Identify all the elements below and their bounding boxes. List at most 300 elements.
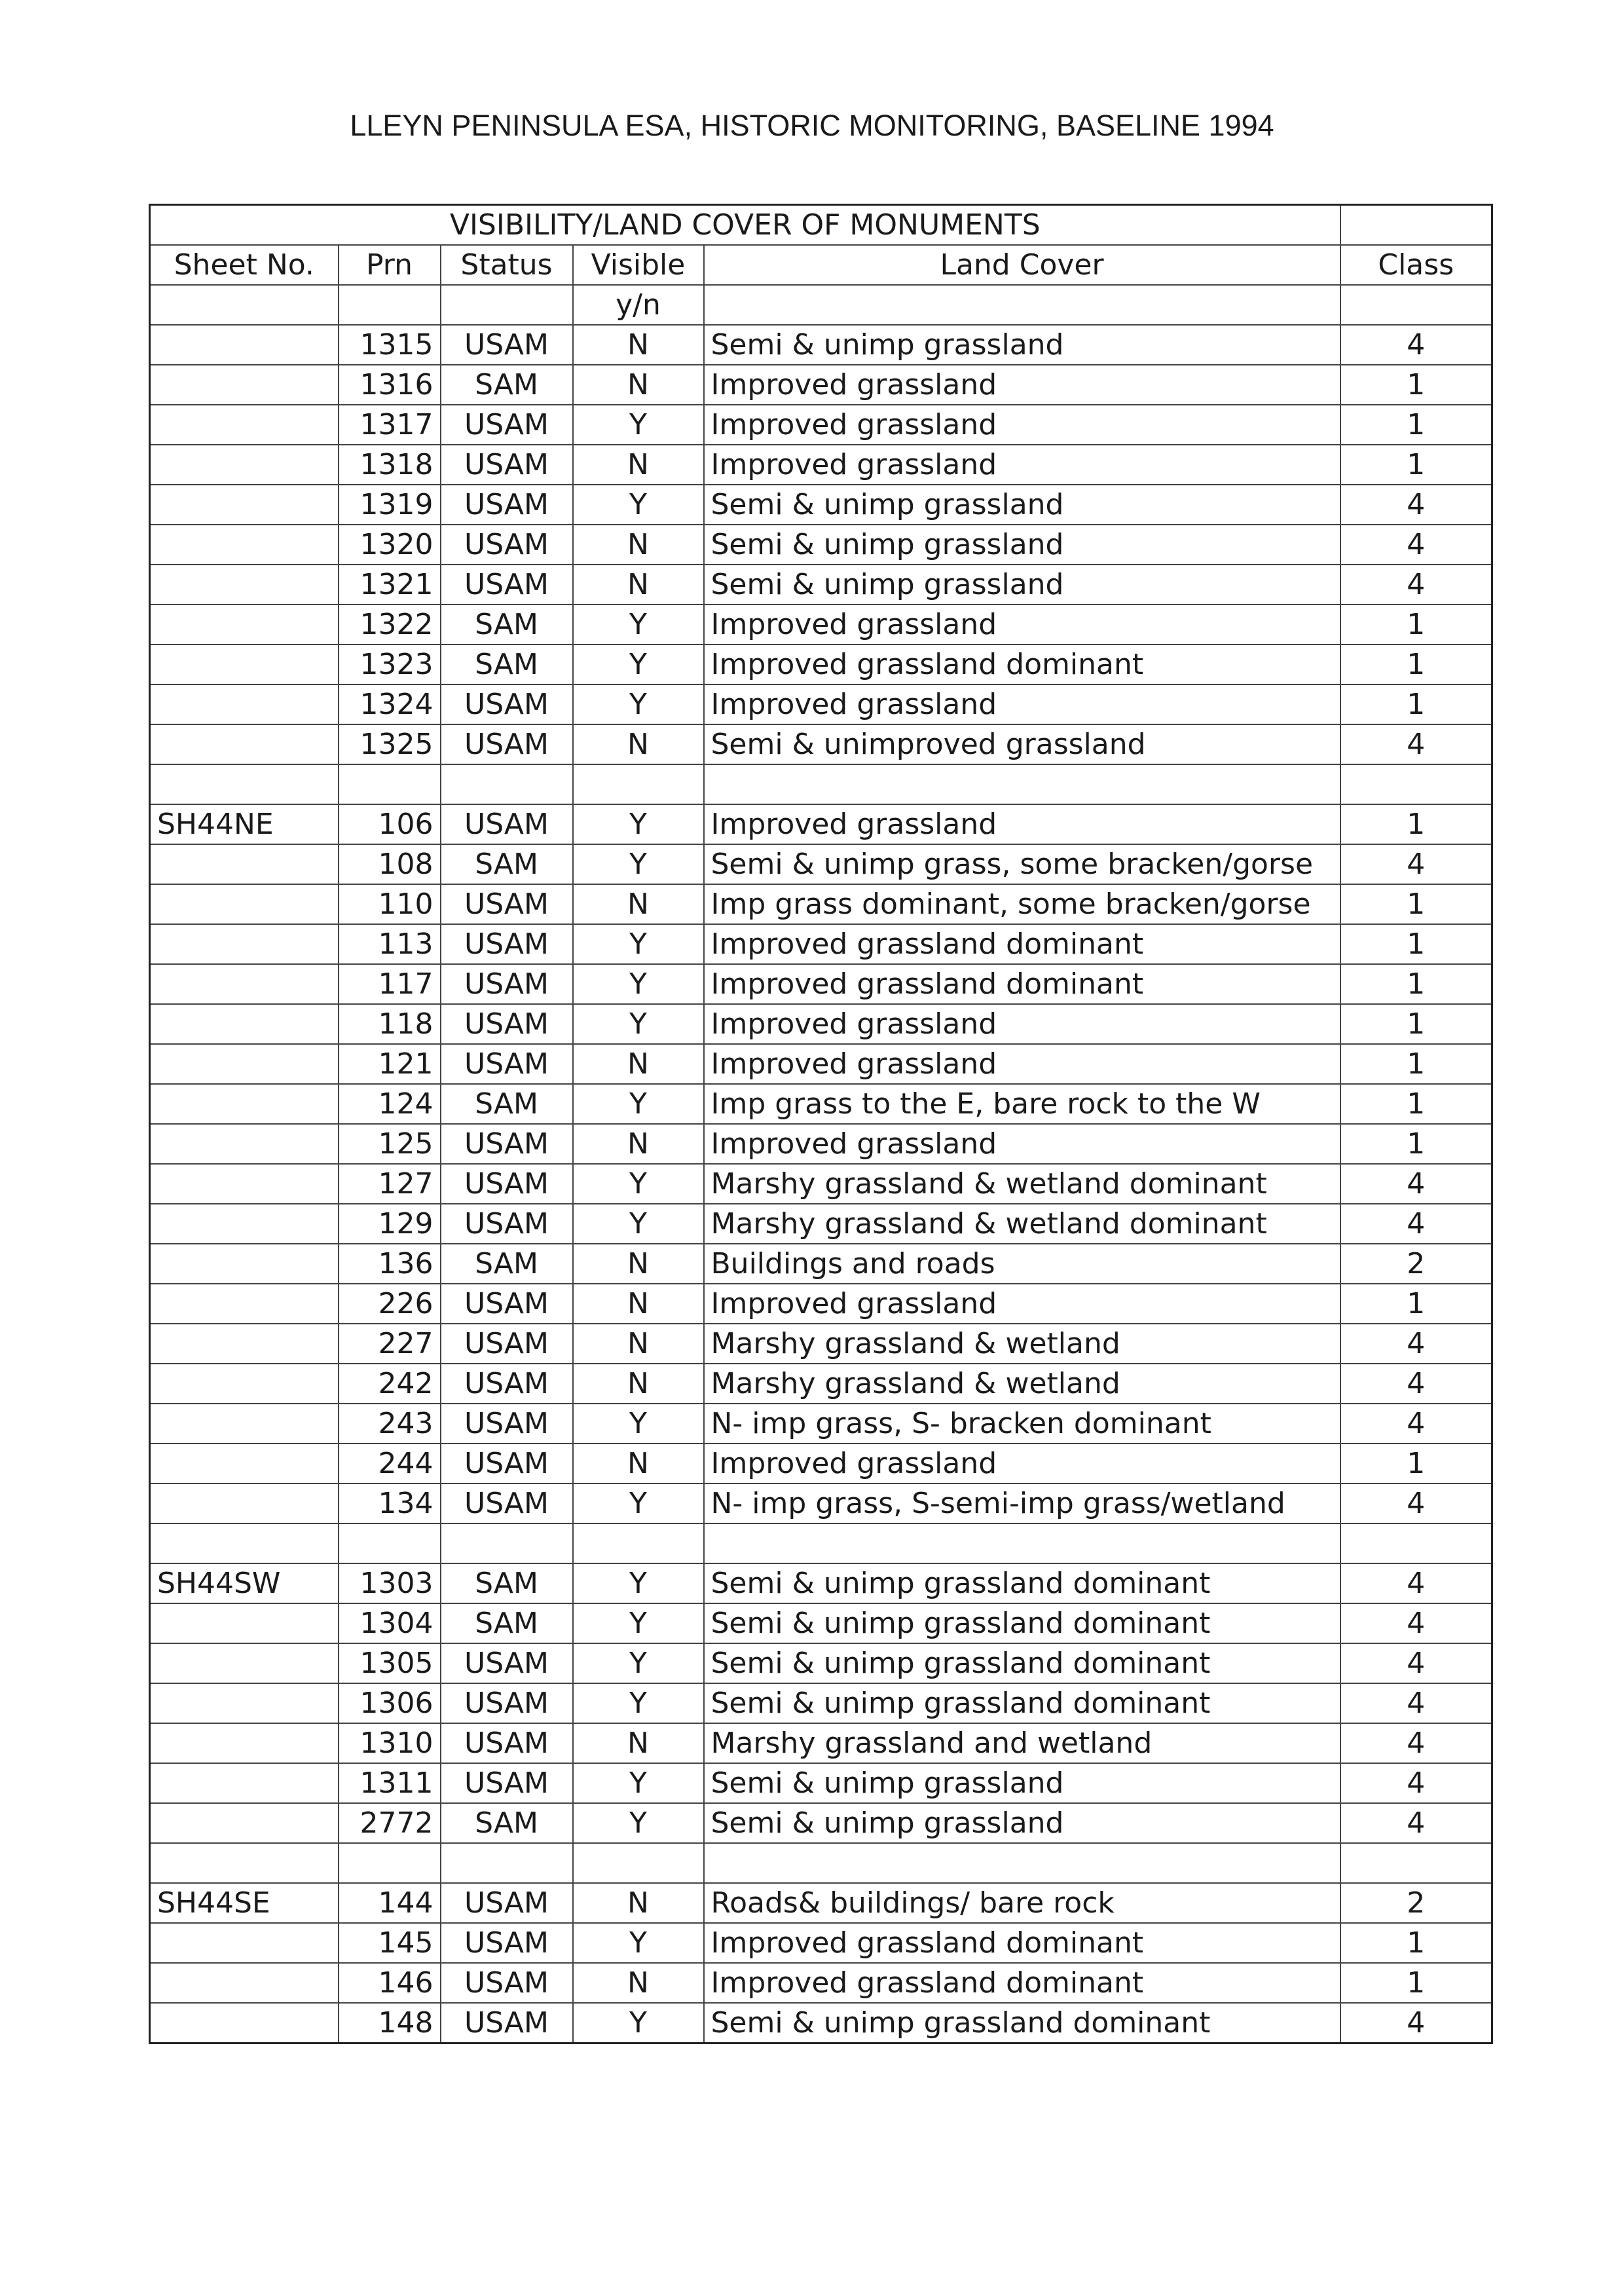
land-cover-cell: Imp grass to the E, bare rock to the W <box>704 1084 1340 1124</box>
class-cell: 1 <box>1340 1084 1492 1124</box>
prn-cell: 1304 <box>339 1603 441 1643</box>
table-row <box>150 405 1492 445</box>
visible-cell: Y <box>573 1004 704 1044</box>
sheet-no-cell <box>150 1044 339 1084</box>
header-sub-empty <box>441 285 573 325</box>
land-cover-cell: Improved grassland dominant <box>704 644 1340 684</box>
header-sub-empty <box>339 285 441 325</box>
prn-cell: 1322 <box>339 605 441 644</box>
table-row <box>150 1923 1492 1963</box>
status-cell: USAM <box>441 525 573 565</box>
prn-cell: 1306 <box>339 1683 441 1723</box>
visible-cell: N <box>573 1124 704 1164</box>
status-cell: USAM <box>441 1923 573 1963</box>
visible-cell: Y <box>573 405 704 445</box>
land-cover-cell <box>704 764 1340 804</box>
visible-cell: N <box>573 1244 704 1284</box>
land-cover-cell: Semi & unimp grassland <box>704 565 1340 605</box>
sheet-no-cell <box>150 1404 339 1444</box>
header-sub-empty <box>150 285 339 325</box>
monuments-table-container <box>149 204 1491 2044</box>
visible-cell: N <box>573 365 704 405</box>
table-row <box>150 644 1492 684</box>
land-cover-cell: Improved grassland <box>704 605 1340 644</box>
sheet-no-cell <box>150 525 339 565</box>
land-cover-cell: Improved grassland <box>704 445 1340 485</box>
land-cover-cell: Semi & unimp grassland <box>704 325 1340 365</box>
table-row <box>150 1483 1492 1523</box>
class-cell: 1 <box>1340 1284 1492 1324</box>
status-cell: SAM <box>441 1803 573 1843</box>
class-cell: 2 <box>1340 1883 1492 1923</box>
land-cover-cell: Imp grass dominant, some bracken/gorse <box>704 884 1340 924</box>
prn-cell: 113 <box>339 924 441 964</box>
table-row <box>150 1404 1492 1444</box>
sheet-no-cell <box>150 1284 339 1324</box>
table-row <box>150 365 1492 405</box>
visible-cell: N <box>573 1324 704 1364</box>
prn-cell: 1317 <box>339 405 441 445</box>
table-row <box>150 804 1492 844</box>
land-cover-cell: Improved grassland dominant <box>704 964 1340 1004</box>
land-cover-cell: Marshy grassland & wetland dominant <box>704 1204 1340 1244</box>
table-row <box>150 1044 1492 1084</box>
visible-cell: Y <box>573 2003 704 2043</box>
sheet-no-cell <box>150 2003 339 2043</box>
table-row <box>150 1204 1492 1244</box>
sheet-no-cell <box>150 724 339 764</box>
land-cover-cell: Roads& buildings/ bare rock <box>704 1883 1340 1923</box>
class-cell <box>1340 1523 1492 1563</box>
visible-cell: N <box>573 525 704 565</box>
prn-cell: 146 <box>339 1963 441 2003</box>
visible-cell: Y <box>573 964 704 1004</box>
land-cover-cell: Improved grassland <box>704 1284 1340 1324</box>
class-cell: 4 <box>1340 1643 1492 1683</box>
land-cover-cell: Improved grassland <box>704 1044 1340 1084</box>
visible-cell: Y <box>573 844 704 884</box>
class-cell: 1 <box>1340 644 1492 684</box>
land-cover-cell: Improved grassland <box>704 804 1340 844</box>
status-cell: USAM <box>441 964 573 1004</box>
class-cell: 1 <box>1340 964 1492 1004</box>
visible-cell: N <box>573 325 704 365</box>
visible-cell: Y <box>573 1204 704 1244</box>
prn-cell <box>339 764 441 804</box>
monuments-table <box>149 204 1493 2044</box>
land-cover-cell: Semi & unimp grassland <box>704 485 1340 525</box>
land-cover-cell: Marshy grassland and wetland <box>704 1723 1340 1763</box>
sheet-no-cell <box>150 405 339 445</box>
header-sheet-no: Sheet No. <box>150 245 339 285</box>
prn-cell: 144 <box>339 1883 441 1923</box>
class-cell: 2 <box>1340 1244 1492 1284</box>
land-cover-cell: N- imp grass, S- bracken dominant <box>704 1404 1340 1444</box>
class-cell: 4 <box>1340 325 1492 365</box>
sheet-no-cell <box>150 1803 339 1843</box>
status-cell: USAM <box>441 1643 573 1683</box>
visible-cell: Y <box>573 924 704 964</box>
header-visible-sub: y/n <box>573 285 704 325</box>
class-cell: 4 <box>1340 1404 1492 1444</box>
sheet-no-cell <box>150 1004 339 1044</box>
land-cover-cell: Marshy grassland & wetland dominant <box>704 1164 1340 1204</box>
status-cell: USAM <box>441 1444 573 1483</box>
class-cell: 4 <box>1340 724 1492 764</box>
status-cell: USAM <box>441 924 573 964</box>
land-cover-cell: Buildings and roads <box>704 1244 1340 1284</box>
sheet-no-cell <box>150 1324 339 1364</box>
header-status: Status <box>441 245 573 285</box>
prn-cell: 118 <box>339 1004 441 1044</box>
header-class: Class <box>1340 245 1492 285</box>
prn-cell: 129 <box>339 1204 441 1244</box>
land-cover-cell: Semi & unimp grassland <box>704 1803 1340 1843</box>
status-cell: USAM <box>441 884 573 924</box>
prn-cell: 1321 <box>339 565 441 605</box>
prn-cell: 136 <box>339 1244 441 1284</box>
sheet-no-cell <box>150 1963 339 2003</box>
table-row <box>150 485 1492 525</box>
table-row <box>150 924 1492 964</box>
visible-cell: Y <box>573 644 704 684</box>
class-cell: 4 <box>1340 1723 1492 1763</box>
visible-cell: N <box>573 1444 704 1483</box>
status-cell: USAM <box>441 1723 573 1763</box>
class-cell: 1 <box>1340 405 1492 445</box>
status-cell: USAM <box>441 565 573 605</box>
land-cover-cell: Improved grassland <box>704 1444 1340 1483</box>
sheet-no-cell <box>150 365 339 405</box>
prn-cell: 148 <box>339 2003 441 2043</box>
class-cell: 1 <box>1340 445 1492 485</box>
table-row <box>150 1324 1492 1364</box>
sheet-no-cell <box>150 1723 339 1763</box>
visible-cell: Y <box>573 1763 704 1803</box>
class-cell: 1 <box>1340 924 1492 964</box>
sheet-no-cell <box>150 764 339 804</box>
visible-cell: Y <box>573 1483 704 1523</box>
prn-cell <box>339 1843 441 1883</box>
table-row <box>150 1563 1492 1603</box>
class-cell: 4 <box>1340 844 1492 884</box>
table-row <box>150 1444 1492 1483</box>
visible-cell: N <box>573 445 704 485</box>
land-cover-cell: Improved grassland dominant <box>704 1923 1340 1963</box>
table-row <box>150 1723 1492 1763</box>
table-row <box>150 525 1492 565</box>
status-cell: USAM <box>441 1284 573 1324</box>
table-row <box>150 844 1492 884</box>
class-cell: 4 <box>1340 1763 1492 1803</box>
sheet-no-cell <box>150 924 339 964</box>
status-cell: USAM <box>441 1004 573 1044</box>
land-cover-cell: N- imp grass, S-semi-imp grass/wetland <box>704 1483 1340 1523</box>
land-cover-cell: Semi & unimp grassland dominant <box>704 1683 1340 1723</box>
class-cell: 1 <box>1340 1963 1492 2003</box>
table-row <box>150 964 1492 1004</box>
visible-cell: Y <box>573 1803 704 1843</box>
status-cell: USAM <box>441 1404 573 1444</box>
status-cell: USAM <box>441 1883 573 1923</box>
status-cell: SAM <box>441 1563 573 1603</box>
land-cover-cell: Semi & unimproved grassland <box>704 724 1340 764</box>
class-cell: 4 <box>1340 565 1492 605</box>
prn-cell: 243 <box>339 1404 441 1444</box>
land-cover-cell: Semi & unimp grassland dominant <box>704 1643 1340 1683</box>
land-cover-cell: Marshy grassland & wetland <box>704 1324 1340 1364</box>
visible-cell: N <box>573 724 704 764</box>
table-row <box>150 1364 1492 1404</box>
land-cover-cell: Semi & unimp grassland dominant <box>704 2003 1340 2043</box>
prn-cell: 121 <box>339 1044 441 1084</box>
visible-cell: Y <box>573 1643 704 1683</box>
table-row <box>150 1084 1492 1124</box>
visible-cell: Y <box>573 485 704 525</box>
status-cell: USAM <box>441 804 573 844</box>
status-cell: USAM <box>441 2003 573 2043</box>
status-cell: USAM <box>441 1483 573 1523</box>
page-title: LLEYN PENINSULA ESA, HISTORIC MONITORING, BASELINE 1994 <box>350 109 1274 142</box>
sheet-no-cell: SH44NE <box>150 804 339 844</box>
status-cell: USAM <box>441 1324 573 1364</box>
visible-cell: N <box>573 884 704 924</box>
visible-cell: Y <box>573 1683 704 1723</box>
land-cover-cell: Semi & unimp grass, some bracken/gorse <box>704 844 1340 884</box>
status-cell: USAM <box>441 325 573 365</box>
table-row <box>150 724 1492 764</box>
prn-cell: 1320 <box>339 525 441 565</box>
land-cover-cell: Improved grassland dominant <box>704 1963 1340 2003</box>
land-cover-cell: Improved grassland <box>704 684 1340 724</box>
caption-row <box>150 205 1492 246</box>
sheet-no-cell <box>150 1204 339 1244</box>
class-cell: 1 <box>1340 1124 1492 1164</box>
sheet-no-cell: SH44SE <box>150 1883 339 1923</box>
sheet-no-cell <box>150 1603 339 1643</box>
class-cell: 4 <box>1340 1483 1492 1523</box>
status-cell <box>441 1843 573 1883</box>
sheet-no-cell <box>150 1483 339 1523</box>
prn-cell: 226 <box>339 1284 441 1324</box>
prn-cell: 2772 <box>339 1803 441 1843</box>
class-cell: 4 <box>1340 1803 1492 1843</box>
sheet-no-cell <box>150 844 339 884</box>
prn-cell: 1303 <box>339 1563 441 1603</box>
sheet-no-cell <box>150 445 339 485</box>
status-cell: SAM <box>441 1244 573 1284</box>
class-cell: 4 <box>1340 1603 1492 1643</box>
status-cell: USAM <box>441 724 573 764</box>
sheet-no-cell <box>150 644 339 684</box>
header-prn: Prn <box>339 245 441 285</box>
prn-cell: 1318 <box>339 445 441 485</box>
class-cell: 4 <box>1340 525 1492 565</box>
sheet-no-cell <box>150 1084 339 1124</box>
sheet-no-cell: SH44SW <box>150 1563 339 1603</box>
land-cover-cell <box>704 1523 1340 1563</box>
class-cell: 4 <box>1340 1563 1492 1603</box>
visible-cell: N <box>573 1364 704 1404</box>
visible-cell: N <box>573 1723 704 1763</box>
prn-cell: 1324 <box>339 684 441 724</box>
prn-cell: 110 <box>339 884 441 924</box>
sheet-no-cell <box>150 1763 339 1803</box>
visible-cell: N <box>573 565 704 605</box>
class-cell: 1 <box>1340 1923 1492 1963</box>
status-cell: SAM <box>441 1084 573 1124</box>
prn-cell: 108 <box>339 844 441 884</box>
table-row <box>150 1763 1492 1803</box>
prn-cell: 244 <box>339 1444 441 1483</box>
header-land-cover: Land Cover <box>704 245 1340 285</box>
status-cell: SAM <box>441 644 573 684</box>
visible-cell: N <box>573 1963 704 2003</box>
header-sub-empty <box>1340 285 1492 325</box>
land-cover-cell: Semi & unimp grassland dominant <box>704 1603 1340 1643</box>
table-row <box>150 764 1492 804</box>
status-cell: USAM <box>441 1164 573 1204</box>
caption-spacer-cell <box>1340 205 1492 246</box>
prn-cell: 117 <box>339 964 441 1004</box>
status-cell: SAM <box>441 605 573 644</box>
prn-cell: 145 <box>339 1923 441 1963</box>
class-cell: 4 <box>1340 1364 1492 1404</box>
table-row <box>150 684 1492 724</box>
sheet-no-cell <box>150 1683 339 1723</box>
land-cover-cell: Improved grassland <box>704 1004 1340 1044</box>
table-row <box>150 1124 1492 1164</box>
prn-cell: 124 <box>339 1084 441 1124</box>
table-row <box>150 1603 1492 1643</box>
prn-cell: 1305 <box>339 1643 441 1683</box>
land-cover-cell: Improved grassland dominant <box>704 924 1340 964</box>
class-cell: 4 <box>1340 485 1492 525</box>
status-cell: USAM <box>441 485 573 525</box>
status-cell: USAM <box>441 1204 573 1244</box>
class-cell: 1 <box>1340 1444 1492 1483</box>
table-row <box>150 1883 1492 1923</box>
land-cover-cell: Semi & unimp grassland <box>704 1763 1340 1803</box>
class-cell: 4 <box>1340 1204 1492 1244</box>
table-body <box>150 325 1492 2043</box>
sheet-no-cell <box>150 605 339 644</box>
table-row <box>150 445 1492 485</box>
table-row <box>150 1803 1492 1843</box>
visible-cell: Y <box>573 1164 704 1204</box>
sheet-no-cell <box>150 684 339 724</box>
class-cell: 1 <box>1340 804 1492 844</box>
table-row <box>150 605 1492 644</box>
table-row <box>150 1284 1492 1324</box>
visible-cell: Y <box>573 1923 704 1963</box>
status-cell: USAM <box>441 1124 573 1164</box>
table-row <box>150 565 1492 605</box>
sheet-no-cell <box>150 964 339 1004</box>
visible-cell: Y <box>573 605 704 644</box>
class-cell: 4 <box>1340 1324 1492 1364</box>
status-cell <box>441 764 573 804</box>
header-row <box>150 245 1492 285</box>
table-row <box>150 1004 1492 1044</box>
prn-cell: 227 <box>339 1324 441 1364</box>
table-row <box>150 1683 1492 1723</box>
sheet-no-cell <box>150 1244 339 1284</box>
land-cover-cell: Marshy grassland & wetland <box>704 1364 1340 1404</box>
visible-cell: Y <box>573 804 704 844</box>
status-cell: SAM <box>441 1603 573 1643</box>
status-cell <box>441 1523 573 1563</box>
land-cover-cell: Improved grassland <box>704 365 1340 405</box>
land-cover-cell: Improved grassland <box>704 405 1340 445</box>
prn-cell: 1319 <box>339 485 441 525</box>
land-cover-cell: Semi & unimp grassland <box>704 525 1340 565</box>
table-row <box>150 1963 1492 2003</box>
visible-cell: Y <box>573 1084 704 1124</box>
class-cell: 4 <box>1340 1164 1492 1204</box>
class-cell: 4 <box>1340 2003 1492 2043</box>
sheet-no-cell <box>150 1643 339 1683</box>
visible-cell: N <box>573 1883 704 1923</box>
prn-cell: 1323 <box>339 644 441 684</box>
status-cell: USAM <box>441 1364 573 1404</box>
status-cell: USAM <box>441 1683 573 1723</box>
table-row <box>150 1643 1492 1683</box>
prn-cell: 134 <box>339 1483 441 1523</box>
class-cell <box>1340 1843 1492 1883</box>
class-cell <box>1340 764 1492 804</box>
land-cover-cell: Improved grassland <box>704 1124 1340 1164</box>
status-cell: USAM <box>441 1044 573 1084</box>
class-cell: 1 <box>1340 1044 1492 1084</box>
sheet-no-cell <box>150 1164 339 1204</box>
prn-cell <box>339 1523 441 1563</box>
table-row <box>150 1244 1492 1284</box>
sheet-no-cell <box>150 565 339 605</box>
status-cell: USAM <box>441 445 573 485</box>
land-cover-cell <box>704 1843 1340 1883</box>
sheet-no-cell <box>150 485 339 525</box>
prn-cell: 127 <box>339 1164 441 1204</box>
status-cell: USAM <box>441 1963 573 2003</box>
class-cell: 1 <box>1340 884 1492 924</box>
header-sub-empty <box>704 285 1340 325</box>
header-subrow <box>150 285 1492 325</box>
table-row <box>150 1843 1492 1883</box>
visible-cell: Y <box>573 1603 704 1643</box>
visible-cell: Y <box>573 1404 704 1444</box>
status-cell: SAM <box>441 844 573 884</box>
class-cell: 1 <box>1340 365 1492 405</box>
sheet-no-cell <box>150 1364 339 1404</box>
visible-cell: N <box>573 1044 704 1084</box>
header-visible: Visible <box>573 245 704 285</box>
prn-cell: 1311 <box>339 1763 441 1803</box>
status-cell: USAM <box>441 684 573 724</box>
table-caption: VISIBILITY/LAND COVER OF MONUMENTS <box>150 205 1340 246</box>
sheet-no-cell <box>150 1124 339 1164</box>
sheet-no-cell <box>150 325 339 365</box>
prn-cell: 1316 <box>339 365 441 405</box>
visible-cell: Y <box>573 1563 704 1603</box>
status-cell: USAM <box>441 1763 573 1803</box>
sheet-no-cell <box>150 1843 339 1883</box>
visible-cell <box>573 1523 704 1563</box>
prn-cell: 1310 <box>339 1723 441 1763</box>
table-row <box>150 884 1492 924</box>
prn-cell: 1315 <box>339 325 441 365</box>
class-cell: 1 <box>1340 605 1492 644</box>
